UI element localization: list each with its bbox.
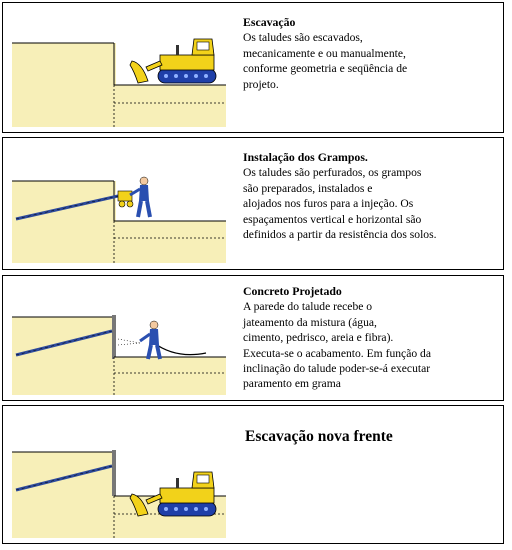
step-panel-excavation — [2, 2, 504, 133]
step-panel-new-front — [2, 405, 504, 544]
bulldozer-icon — [130, 472, 216, 516]
step-title: Escavação nova frente — [245, 428, 393, 445]
step-description: Os taludes são escavados, mecanicamente e ou manualmente, conforme geometria e seqüência de projeto. — [243, 31, 408, 91]
step-title: Escavação — [243, 15, 296, 29]
bulldozer-icon — [130, 39, 216, 83]
new-front-illustration — [6, 416, 232, 542]
step-description: Os taludes são perfurados, os grampos são preparados, instalados e alojados nos furos para a injeção. Os espaçamentos vertical e horizontal são definidos a partir da resistência dos solos. — [243, 166, 437, 242]
shotcrete-illustration — [6, 279, 232, 399]
step-description: A parede do talude recebe o jateamento da mistura (água, cimento, pedrisco, areia e fibra). Executa-se o acabamento. Em função da inclinação do talude poder-se-á executar paramento em grama — [243, 300, 431, 391]
step-panel-shotcrete — [2, 275, 504, 401]
step-panel-nail-installation — [2, 137, 504, 270]
step-title: Instalação dos Grampos. — [243, 150, 368, 164]
step-title: Concreto Projetado — [243, 284, 342, 298]
worker-icon — [140, 321, 160, 359]
worker-icon — [130, 177, 150, 217]
nail-installation-illustration — [6, 141, 232, 267]
excavation-illustration — [6, 5, 232, 131]
